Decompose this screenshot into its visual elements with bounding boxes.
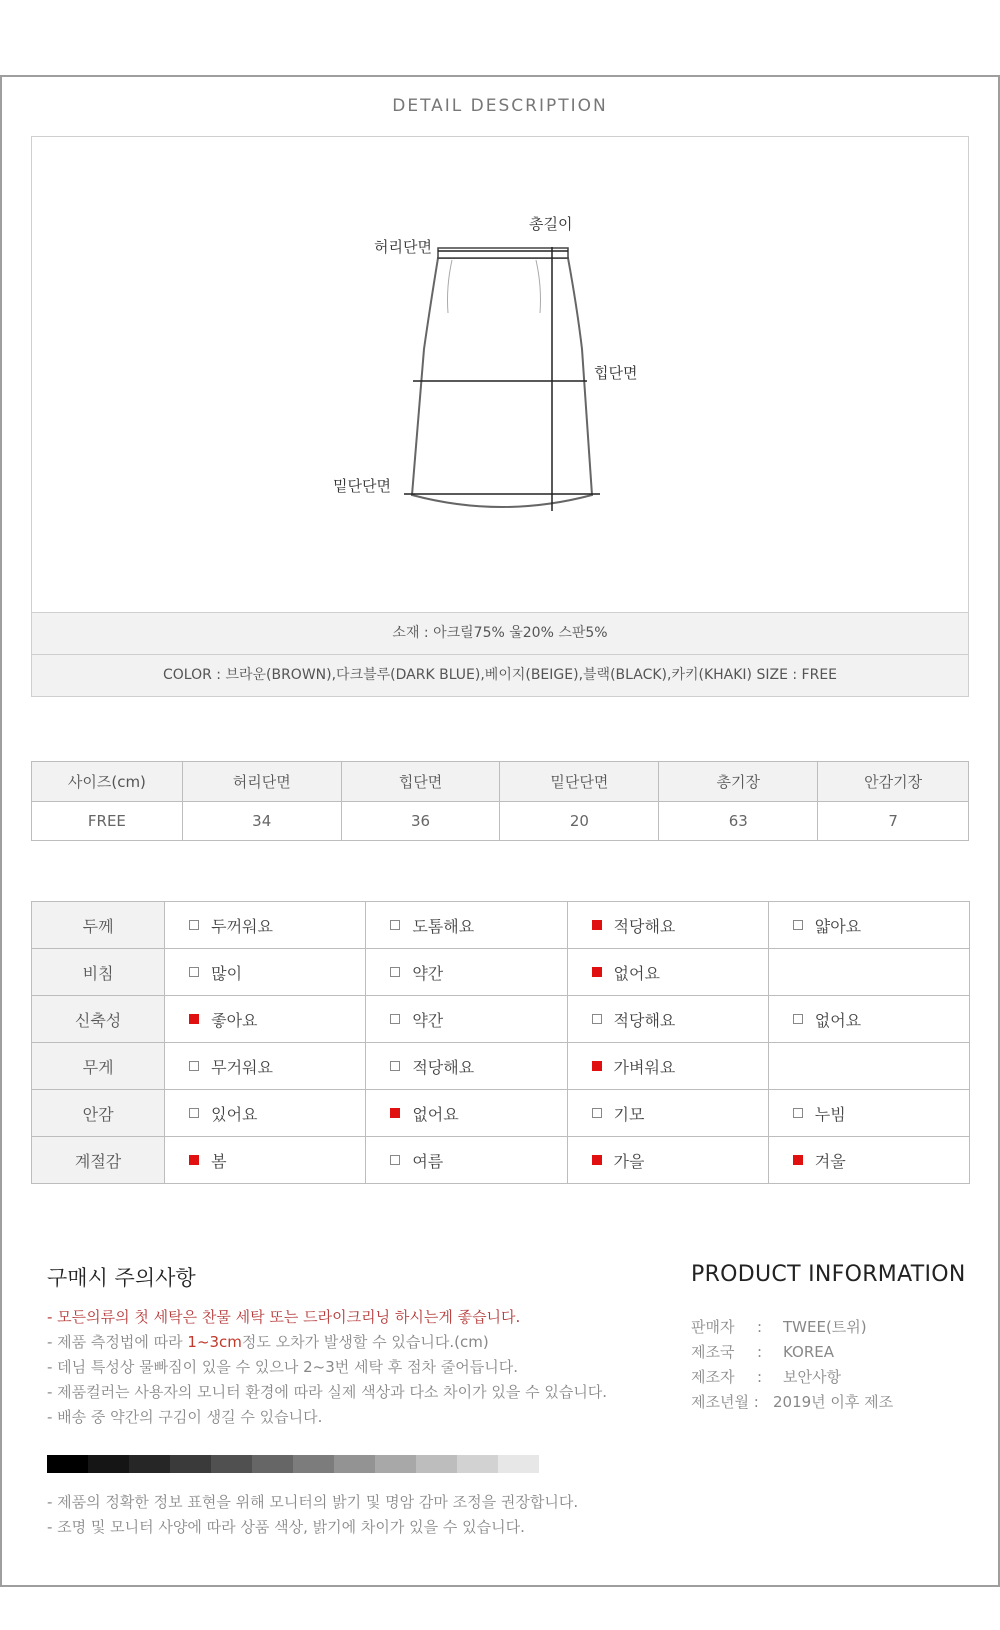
option-label: 누빔	[814, 1104, 846, 1124]
property-option	[768, 902, 969, 949]
notice-line: - 제품컬러는 사용자의 모니터 환경에 따라 실제 색상과 다소 차이가 있을 수 있습니다.	[47, 1383, 608, 1401]
unchecked-box-icon	[189, 967, 199, 977]
color-size-row: COLOR : 브라운(BROWN),다크블루(DARK BLUE),베이지(BEIGE),블랙(BLACK),카키(KHAKI) SIZE : FREE	[31, 654, 969, 697]
info-key: 제조국	[691, 1343, 735, 1361]
product-info-title: PRODUCT INFORMATION	[691, 1262, 966, 1287]
option-label: 봄	[211, 1151, 227, 1171]
gray-swatch	[293, 1455, 334, 1473]
property-option	[366, 902, 567, 949]
property-option	[366, 1090, 567, 1137]
hem-cell: 20	[500, 802, 659, 841]
unchecked-box-icon	[189, 920, 199, 930]
property-option	[567, 1090, 768, 1137]
info-sep: :	[757, 1368, 763, 1386]
property-option	[567, 1137, 768, 1184]
option-label: 기모	[613, 1104, 645, 1124]
property-option	[366, 1137, 567, 1184]
waist-label: 허리단면	[374, 238, 432, 256]
property-option	[567, 902, 768, 949]
table-row	[32, 802, 969, 841]
property-row	[32, 996, 970, 1043]
unchecked-box-icon	[592, 1108, 602, 1118]
property-name: 비침	[32, 949, 165, 996]
checked-box-icon	[592, 920, 602, 930]
checked-box-icon	[189, 1014, 199, 1024]
gray-swatch	[375, 1455, 416, 1473]
property-option	[768, 996, 969, 1043]
option-label: 여름	[412, 1151, 444, 1171]
checked-box-icon	[592, 1155, 602, 1165]
property-name: 계절감	[32, 1137, 165, 1184]
checked-box-icon	[189, 1155, 199, 1165]
notice-text: 정도 오차가 발생할 수 있습니다.(cm)	[241, 1333, 489, 1351]
option-label: 많이	[211, 963, 243, 983]
property-row	[32, 1043, 970, 1090]
unchecked-box-icon	[390, 967, 400, 977]
property-option	[366, 949, 567, 996]
notice-line: - 배송 중 약간의 구김이 생길 수 있습니다.	[47, 1408, 323, 1426]
option-label: 없어요	[613, 963, 660, 983]
gray-swatch	[129, 1455, 170, 1473]
option-label: 없어요	[814, 1010, 862, 1030]
notice-line: - 조명 및 모니터 사양에 따라 상품 색상, 밝기에 차이가 있을 수 있습니다.	[47, 1518, 525, 1536]
hip-cell: 36	[341, 802, 500, 841]
product-info-row	[691, 1391, 893, 1412]
checked-box-icon	[592, 967, 602, 977]
unchecked-box-icon	[390, 920, 400, 930]
lining-length-cell: 7	[818, 802, 969, 841]
hem-header: 밑단단면	[500, 762, 659, 802]
property-option	[768, 949, 969, 996]
property-option	[567, 949, 768, 996]
property-row	[32, 1090, 970, 1137]
property-option	[768, 1043, 969, 1090]
info-value: 보안사항	[783, 1368, 841, 1386]
size-table-header	[32, 762, 969, 802]
unchecked-box-icon	[793, 1108, 803, 1118]
property-option	[165, 1043, 366, 1090]
size-header: 사이즈(cm)	[32, 762, 183, 802]
property-row	[32, 1137, 970, 1184]
option-label: 적당해요	[613, 1010, 676, 1030]
material-row: 소재 : 아크릴75% 울20% 스판5%	[31, 612, 969, 655]
option-label: 가을	[613, 1151, 645, 1171]
unchecked-box-icon	[592, 1014, 602, 1024]
property-row	[32, 902, 970, 949]
gray-swatch	[416, 1455, 457, 1473]
waist-cell: 34	[182, 802, 341, 841]
option-label: 좋아요	[211, 1010, 258, 1030]
unchecked-box-icon	[793, 920, 803, 930]
length-header: 총기장	[659, 762, 818, 802]
option-label: 도톰해요	[412, 916, 475, 936]
notice-text: - 제품 측정법에 따라	[47, 1333, 188, 1351]
info-value: 2019년 이후 제조	[773, 1393, 894, 1411]
hem-label: 밑단단면	[333, 477, 391, 495]
unchecked-box-icon	[189, 1061, 199, 1071]
option-label: 얇아요	[814, 916, 862, 936]
size-table	[31, 761, 969, 841]
notice-line: - 데님 특성상 물빠짐이 있을 수 있으나 2~3번 세탁 후 점차 줄어듭니다.	[47, 1358, 519, 1376]
option-label: 무거워요	[211, 1057, 273, 1077]
info-sep: :	[757, 1343, 763, 1361]
property-option	[567, 1043, 768, 1090]
property-row	[32, 949, 970, 996]
section-title: DETAIL DESCRIPTION	[392, 96, 608, 116]
option-label: 있어요	[211, 1104, 258, 1124]
info-key: 제조년월 :	[691, 1393, 759, 1411]
property-option	[165, 902, 366, 949]
property-name: 안감	[32, 1090, 165, 1137]
property-name: 두께	[32, 902, 165, 949]
gray-swatch	[47, 1455, 88, 1473]
gray-scale-strip	[47, 1455, 539, 1473]
property-option	[165, 1090, 366, 1137]
product-info-row	[691, 1341, 834, 1362]
property-option	[165, 1137, 366, 1184]
length-cell: 63	[659, 802, 818, 841]
info-key: 제조자	[691, 1368, 735, 1386]
option-label: 두꺼워요	[211, 916, 273, 936]
product-info-row	[691, 1316, 867, 1337]
option-label: 약간	[412, 1010, 444, 1030]
property-table	[31, 901, 970, 1184]
gray-swatch	[170, 1455, 211, 1473]
checked-box-icon	[592, 1061, 602, 1071]
info-value: KOREA	[783, 1343, 834, 1361]
info-sep: :	[757, 1318, 763, 1336]
property-option	[366, 996, 567, 1043]
checked-box-icon	[390, 1108, 400, 1118]
option-label: 없어요	[412, 1104, 459, 1124]
property-name: 신축성	[32, 996, 165, 1043]
option-label: 겨울	[814, 1151, 846, 1171]
gray-swatch	[252, 1455, 293, 1473]
hip-label: 힙단면	[594, 364, 638, 382]
gray-swatch	[498, 1455, 539, 1473]
unchecked-box-icon	[793, 1014, 803, 1024]
property-option	[366, 1043, 567, 1090]
product-info-row	[691, 1366, 841, 1387]
option-label: 약간	[412, 963, 444, 983]
notice-line: - 모든의류의 첫 세탁은 찬물 세탁 또는 드라이크리닝 하시는게 좋습니다.	[47, 1308, 521, 1326]
gray-swatch	[334, 1455, 375, 1473]
option-label: 적당해요	[613, 916, 676, 936]
notice-title: 구매시 주의사항	[47, 1266, 196, 1290]
option-label: 적당해요	[412, 1057, 475, 1077]
total-length-label: 총길이	[529, 215, 573, 233]
waist-header: 허리단면	[182, 762, 341, 802]
skirt-drawing-panel	[31, 136, 969, 612]
property-name: 무게	[32, 1043, 165, 1090]
gray-swatch	[211, 1455, 252, 1473]
unchecked-box-icon	[189, 1108, 199, 1118]
property-option	[567, 996, 768, 1043]
unchecked-box-icon	[390, 1014, 400, 1024]
size-cell: FREE	[32, 802, 183, 841]
info-value: TWEE(트위)	[783, 1318, 867, 1336]
property-option	[768, 1090, 969, 1137]
property-option	[165, 949, 366, 996]
skirt-measure-diagram	[32, 137, 970, 613]
gray-swatch	[88, 1455, 129, 1473]
property-option	[768, 1137, 969, 1184]
unchecked-box-icon	[390, 1061, 400, 1071]
info-key: 판매자	[691, 1318, 735, 1336]
notice-line	[47, 1331, 489, 1352]
unchecked-box-icon	[390, 1155, 400, 1165]
checked-box-icon	[793, 1155, 803, 1165]
lining-length-header: 안감기장	[818, 762, 969, 802]
notice-highlight: 1~3cm	[187, 1333, 242, 1351]
gray-swatch	[457, 1455, 498, 1473]
property-option	[165, 996, 366, 1043]
notice-line: - 제품의 정확한 정보 표현을 위해 모니터의 밝기 및 명암 감마 조정을 권장합니다.	[47, 1493, 579, 1511]
hip-header: 힙단면	[341, 762, 500, 802]
option-label: 가벼워요	[613, 1057, 676, 1077]
